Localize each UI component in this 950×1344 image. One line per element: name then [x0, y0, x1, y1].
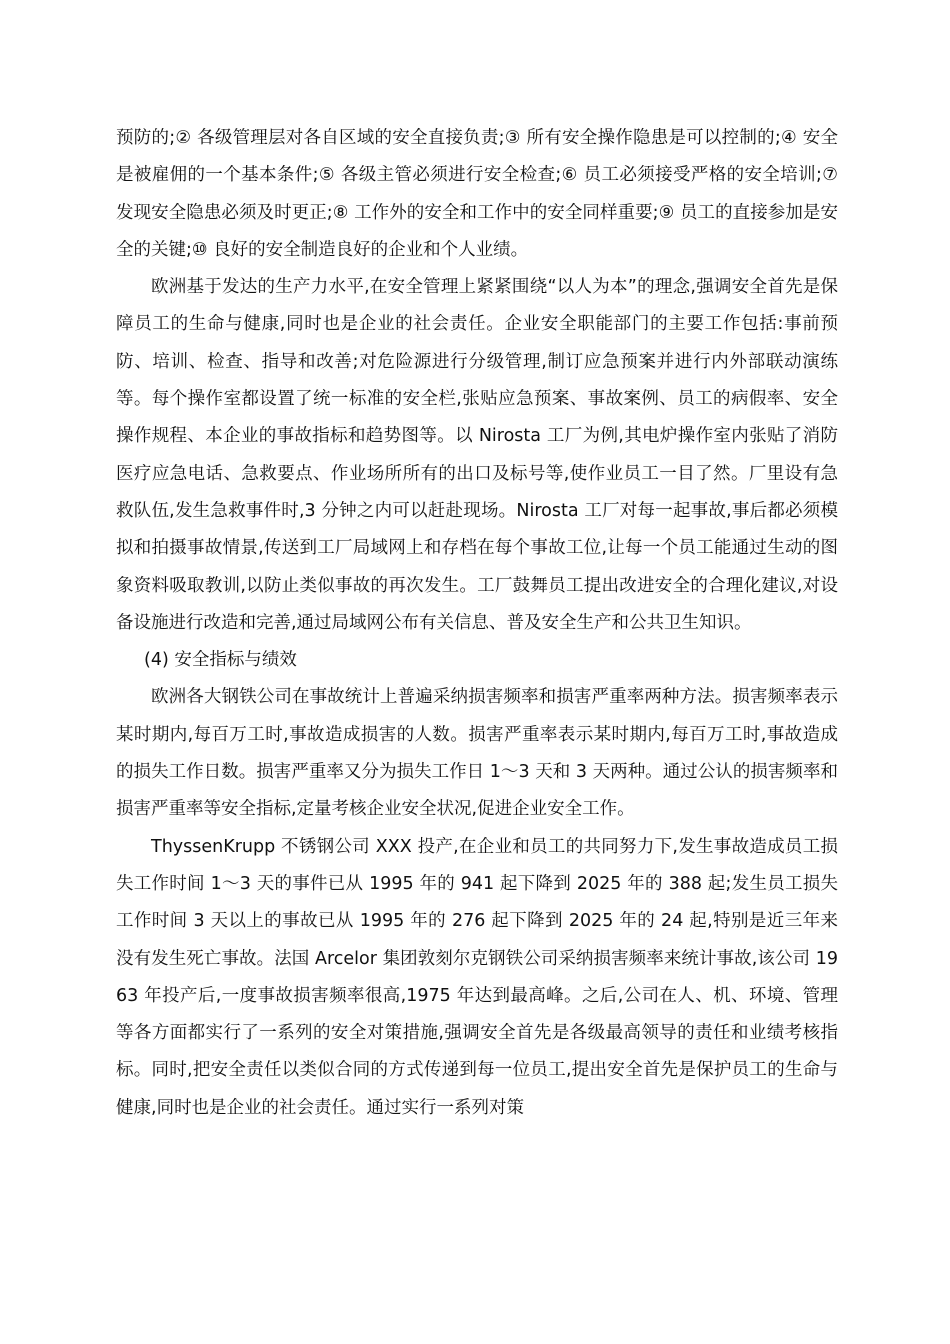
section-heading-safety-indicators: (4) 安全指标与绩效: [144, 650, 297, 671]
paragraph-safety-principles: 预防的;② 各级管理层对各自区域的安全直接负责;③ 所有安全操作隐患是可以控制的;④ 安全是被雇佣的一个基本条件;⑤ 各级主管必须进行安全检查;⑥ 员工必须接受严格的安全培训;⑦ 发现安全隐患必须及时更正;⑧ 工作外的安全和工作中的安全同样重要;⑨ 员工的直接参加是安全的关键;⑩ 良好的安全制造良好的企业和个人业绩。: [116, 128, 838, 260]
paragraph-injury-statistics: 欧洲各大钢铁公司在事故统计上普遍采纳损害频率和损害严重率两种方法。损害频率表示某时期内,每百万工时,事故造成损害的人数。损害严重率表示某时期内,每百万工时,事故造成的损失工作日数。损害严重率又分为损失工作日 1～3 天和 3 天两种。通过公认的损害频率和损害严重率等安全指标,定量考核企业安全状况,促进企业安全工作。: [116, 687, 838, 820]
document-body: [116, 120, 838, 1127]
paragraph-company-examples: ThyssenKrupp 不锈钢公司 XXX 投产,在企业和员工的共同努力下,发生事故造成员工损失工作时间 1～3 天的事件已从 1995 年的 941 起下降到 2025 年的 388 起;发生员工损失工作时间 3 天以上的事故已从 1995 年的 276 起下降到 2025 年的 24 起,特别是近三年来没有发生死亡事故。法国 Arcelor 集团敦刻尔克钢铁公司采纳损害频率来统计事故,该公司 1963 年投产后,一度事故损害频率很高,1975 年达到最高峰。之后,公司在人、机、环境、管理等各方面都实行了一系列的安全对策措施,强调安全首先是各级最高领导的责任和业绩考核指标。同时,把安全责任以类似合同的方式传递到每一位员工,提出安全首先是保护员工的生命与健康,同时也是企业的社会责任。通过实行一系列对策: [116, 836, 838, 1118]
paragraph-europe-safety-management: 欧洲基于发达的生产力水平,在安全管理上紧紧围绕“以人为本”的理念,强调安全首先是保障员工的生命与健康,同时也是企业的社会责任。企业安全职能部门的主要工作包括:事前预防、培训、检查、指导和改善;对危险源进行分级管理,制订应急预案并进行内外部联动演练等。每个操作室都设置了统一标准的安全栏,张贴应急预案、事故案例、员工的病假率、安全操作规程、本企业的事故指标和趋势图等。以 Nirosta 工厂为例,其电炉操作室内张贴了消防医疗应急电话、急救要点、作业场所所有的出口及标号等,使作业员工一目了然。厂里设有急救队伍,发生急救事件时,3 分钟之内可以赶赴现场。Nirosta 工厂对每一起事故,事后都必须模拟和拍摄事故情景,传送到工厂局域网上和存档在每个事故工位,让每一个员工能通过生动的图象资料吸取教训,以防止类似事故的再次发生。工厂鼓舞员工提出改进安全的合理化建议,对设备设施进行改造和完善,通过局域网公布有关信息、普及安全生产和公共卫生知识。: [116, 277, 838, 633]
